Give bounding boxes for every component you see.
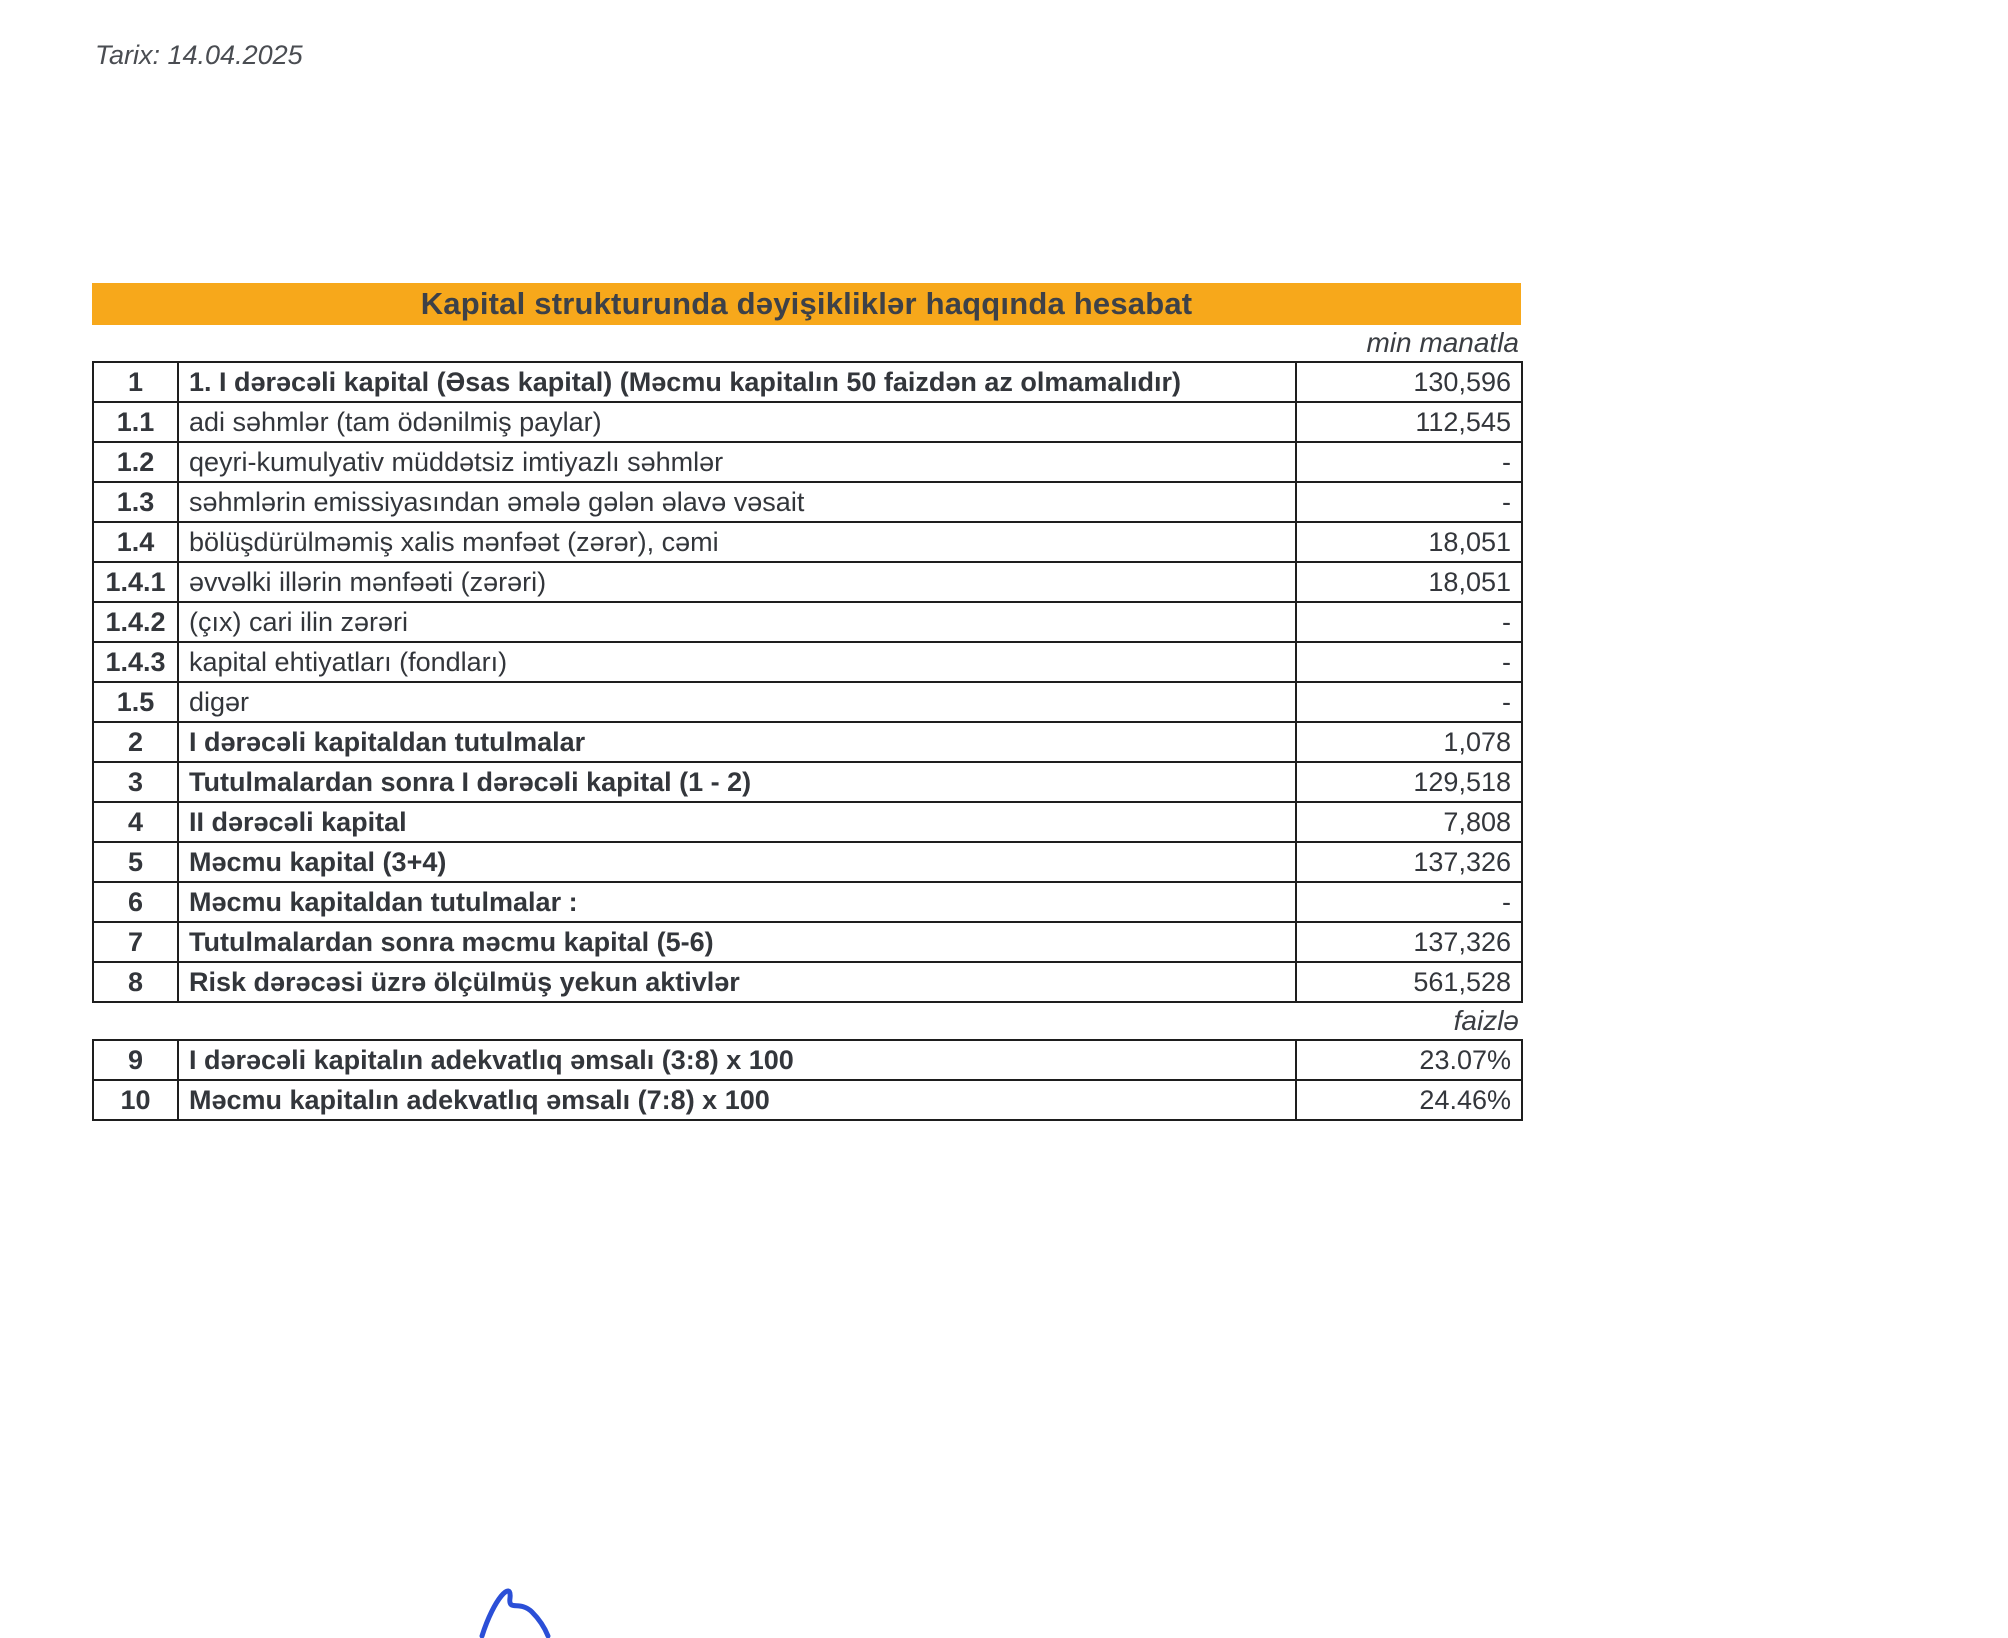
row-label: adi səhmlər (tam ödənilmiş paylar) [178,402,1296,442]
table-row [93,642,1522,682]
date-label: Tarix: 14.04.2025 [95,40,303,70]
row-value: 1,078 [1296,722,1522,762]
row-label: Məcmu kapitalın adekvatlıq əmsalı (7:8) x 100 [178,1080,1296,1120]
row-value: - [1296,642,1522,682]
row-number: 6 [93,882,178,922]
row-value: 130,596 [1296,362,1522,402]
row-label: Məcmu kapital (3+4) [178,842,1296,882]
row-label: Məcmu kapitaldan tutulmalar : [178,882,1296,922]
signature-mark [468,1578,568,1638]
row-label: səhmlərin emissiyasından əmələ gələn əlavə vəsait [178,482,1296,522]
row-value: - [1296,602,1522,642]
row-label: II dərəcəli kapital [178,802,1296,842]
row-number: 1.2 [93,442,178,482]
row-number: 2 [93,722,178,762]
row-value: 23.07% [1296,1040,1522,1080]
table-row [93,522,1522,562]
row-number: 1.4 [93,522,178,562]
row-value: 561,528 [1296,962,1522,1002]
row-label: (çıx) cari ilin zərəri [178,602,1296,642]
table-row [93,682,1522,722]
capital-structure-table [92,361,1523,1003]
table-row [93,802,1522,842]
row-value: - [1296,442,1522,482]
unit-note-min-manatla: min manatla [1366,327,1519,358]
table-row [93,602,1522,642]
table-row [93,1040,1522,1080]
row-value: 137,326 [1296,842,1522,882]
table-row [93,882,1522,922]
row-value: 112,545 [1296,402,1522,442]
row-label: bölüşdürülməmiş xalis mənfəət (zərər), cəmi [178,522,1296,562]
row-number: 1.4.2 [93,602,178,642]
row-number: 1.3 [93,482,178,522]
report-title: Kapital strukturunda dəyişikliklər haqqında hesabat [420,286,1193,321]
row-value: 24.46% [1296,1080,1522,1120]
row-value: 129,518 [1296,762,1522,802]
table-row [93,922,1522,962]
table-row [93,722,1522,762]
signature-stroke [482,1591,548,1636]
row-value: 137,326 [1296,922,1522,962]
row-label: Tutulmalardan sonra I dərəcəli kapital (1 - 2) [178,762,1296,802]
table-row [93,1080,1522,1120]
table-row [93,562,1522,602]
row-label: qeyri-kumulyativ müddətsiz imtiyazlı səhmlər [178,442,1296,482]
row-number: 9 [93,1040,178,1080]
report-body [92,283,1521,1121]
row-label: I dərəcəli kapitalın adekvatlıq əmsalı (3:8) x 100 [178,1040,1296,1080]
row-label: Tutulmalardan sonra məcmu kapital (5-6) [178,922,1296,962]
unit-note-faizle: faizlə [1453,1005,1519,1036]
row-number: 4 [93,802,178,842]
report-title-bar [92,283,1521,325]
row-label: I dərəcəli kapitaldan tutulmalar [178,722,1296,762]
row-label: digər [178,682,1296,722]
row-value: - [1296,482,1522,522]
row-number: 1 [93,362,178,402]
row-number: 7 [93,922,178,962]
row-value: 18,051 [1296,562,1522,602]
row-number: 1.4.1 [93,562,178,602]
table-row [93,402,1522,442]
row-value: - [1296,882,1522,922]
row-number: 1.4.3 [93,642,178,682]
table-row [93,842,1522,882]
table-row [93,962,1522,1002]
table-row [93,762,1522,802]
row-number: 1.1 [93,402,178,442]
row-number: 1.5 [93,682,178,722]
row-label: əvvəlki illərin mənfəəti (zərəri) [178,562,1296,602]
row-label: Risk dərəcəsi üzrə ölçülmüş yekun aktivlər [178,962,1296,1002]
row-number: 8 [93,962,178,1002]
row-number: 3 [93,762,178,802]
row-value: 18,051 [1296,522,1522,562]
row-value: 7,808 [1296,802,1522,842]
row-value: - [1296,682,1522,722]
row-number: 10 [93,1080,178,1120]
table-row [93,362,1522,402]
row-label: 1. I dərəcəli kapital (Əsas kapital) (Məcmu kapitalın 50 faizdən az olmamalıdır) [178,362,1296,402]
table-row [93,442,1522,482]
row-label: kapital ehtiyatları (fondları) [178,642,1296,682]
table-row [93,482,1522,522]
row-number: 5 [93,842,178,882]
adequacy-ratios-table [92,1039,1523,1121]
